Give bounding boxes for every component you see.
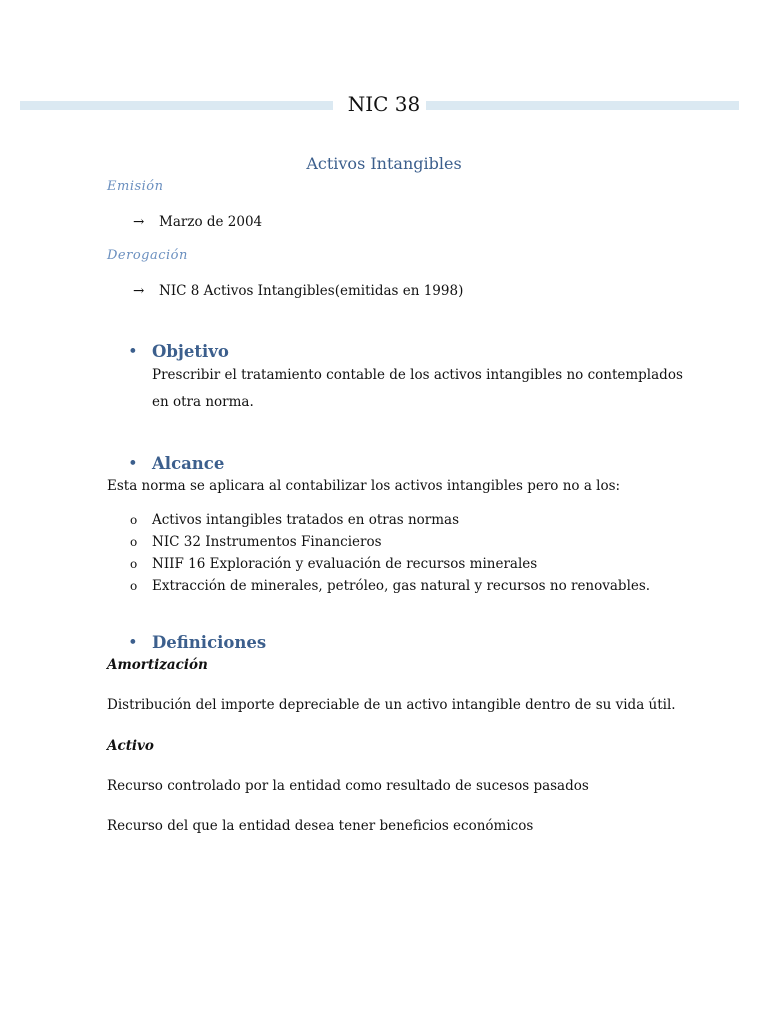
bullet-icon: •: [128, 633, 138, 652]
emision-line: [133, 214, 262, 230]
derogacion-value: NIC 8 Activos Intangibles(emitidas en 1998): [159, 283, 464, 299]
circle-bullet-icon: o: [130, 513, 138, 527]
derogacion-label: Derogación: [107, 248, 188, 263]
emision-value: Marzo de 2004: [159, 214, 263, 230]
definiciones-heading-text: Definiciones: [152, 633, 267, 652]
definition-term-activo: Activo: [107, 738, 154, 754]
document-title: NIC 38: [347, 92, 421, 116]
bullet-icon: •: [128, 454, 138, 473]
list-item: o Extracción de minerales, petróleo, gas natural y recursos no renovables.: [130, 575, 650, 597]
definition-text-amortizacion: Distribución del importe depreciable de un activo intangible dentro de su vida útil.: [107, 697, 676, 713]
document-subtitle: Activos Intangibles: [306, 154, 462, 173]
right-arrow-icon: →: [133, 283, 145, 299]
right-arrow-icon: →: [133, 214, 145, 230]
circle-bullet-icon: o: [130, 557, 138, 571]
list-item: o NIC 32 Instrumentos Financieros: [130, 531, 650, 553]
bullet-icon: •: [128, 342, 138, 361]
objetivo-text-line-2: en otra norma.: [152, 394, 254, 410]
definition-term-amortizacion: Amortización: [107, 657, 208, 673]
definition-text-activo-1: Recurso controlado por la entidad como resultado de sucesos pasados: [107, 778, 589, 794]
circle-bullet-icon: o: [130, 579, 138, 593]
section-heading-alcance: [128, 454, 224, 473]
objetivo-text-line-1: Prescribir el tratamiento contable de los activos intangibles no contemplados: [152, 367, 683, 383]
alcance-exclusion-list: [130, 509, 650, 597]
section-heading-objetivo: [128, 342, 229, 361]
emision-label: Emisión: [107, 179, 164, 194]
alcance-intro: Esta norma se aplicara al contabilizar los activos intangibles pero no a los:: [107, 478, 621, 494]
list-item: o NIIF 16 Exploración y evaluación de recursos minerales: [130, 553, 650, 575]
objetivo-text: [152, 362, 683, 416]
circle-bullet-icon: o: [130, 535, 138, 549]
definition-text-activo-2: Recurso del que la entidad desea tener beneficios económicos: [107, 818, 534, 834]
derogacion-line: [133, 283, 463, 299]
list-item: o Activos intangibles tratados en otras normas: [130, 509, 650, 531]
alcance-heading-text: Alcance: [152, 454, 225, 473]
objetivo-heading-text: Objetivo: [152, 342, 229, 361]
section-heading-definiciones: [128, 633, 266, 652]
